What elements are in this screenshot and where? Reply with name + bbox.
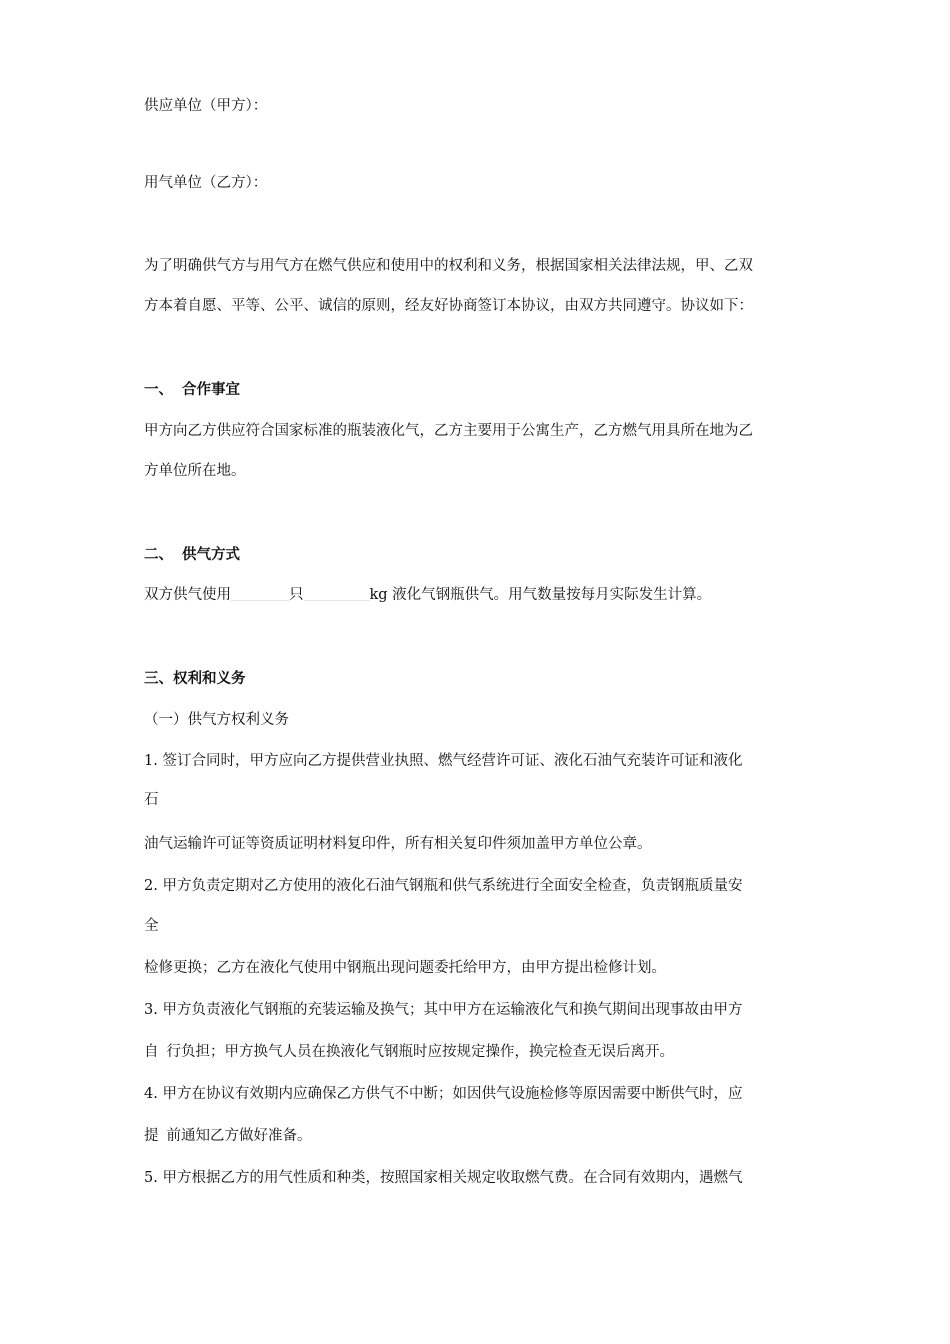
section-1-heading — [144, 380, 834, 400]
section-2-text-2: 只 — [289, 587, 304, 603]
section-2-heading — [144, 545, 834, 565]
item-2-line-1: 2. 甲方负责定期对乙方使用的液化石油气钢瓶和供气系统进行全面安全检查，负责钢瓶质量安 — [144, 878, 743, 894]
item-2-line-3: 检修更换；乙方在液化气使用中钢瓶出现问题委托给甲方，由甲方提出检修计划。 — [144, 960, 666, 976]
section-2-text-3: kg 液化气钢瓶供气。用气数量按每月实际发生计算。 — [369, 587, 712, 603]
section-3-heading: 三、权利和义务 — [144, 671, 246, 687]
cylinder-count-blank[interactable] — [231, 586, 289, 601]
intro-line-2: 方本着自愿、平等、公平、诚信的原则，经友好协商签订本协议，由双方共同遵守。协议如下： — [144, 298, 753, 314]
item-5-line-1: 5. 甲方根据乙方的用气性质和种类，按照国家相关规定收取燃气费。在合同有效期内，遇燃气 — [144, 1170, 743, 1186]
section-1-title: 合作事宜 — [182, 382, 240, 398]
section-2-line — [144, 585, 834, 605]
subsection-1-heading: （一）供气方权利义务 — [144, 712, 289, 728]
item-4-line-2 — [144, 1126, 834, 1146]
item-4-line-2-rest: 前通知乙方做好准备。 — [166, 1128, 312, 1144]
section-1-line-1: 甲方向乙方供应符合国家标准的瓶装液化气，乙方主要用于公寓生产，乙方燃气用具所在地为乙 — [144, 423, 753, 439]
section-2-text-1: 双方供气使用 — [144, 587, 231, 603]
item-3-line-2 — [144, 1042, 834, 1062]
section-1-number: 一、 — [144, 382, 173, 398]
user-label: 用气单位（乙方）： — [144, 175, 268, 191]
item-1-line-1: 1. 签订合同时，甲方应向乙方提供营业执照、燃气经营许可证、液化石油气充装许可证和液化 — [144, 753, 743, 769]
item-4-line-2-start: 提 — [144, 1128, 159, 1144]
cylinder-size-blank[interactable] — [304, 586, 370, 601]
supplier-label: 供应单位（甲方）： — [144, 98, 268, 114]
section-2-number: 二、 — [144, 547, 173, 563]
item-3-line-1: 3. 甲方负责液化气钢瓶的充装运输及换气；其中甲方在运输液化气和换气期间出现事故由甲方 — [144, 1002, 743, 1018]
section-1-line-2: 方单位所在地。 — [144, 463, 246, 479]
item-1-line-2: 石 — [144, 792, 159, 808]
item-3-line-2-start: 自 — [144, 1044, 159, 1060]
item-4-line-1: 4. 甲方在协议有效期内应确保乙方供气不中断；如因供气设施检修等原因需要中断供气时，应 — [144, 1086, 743, 1102]
section-2-title: 供气方式 — [182, 547, 240, 563]
item-3-line-2-rest: 行负担；甲方换气人员在换液化气钢瓶时应按规定操作，换完检查无误后离开。 — [166, 1044, 674, 1060]
item-1-line-3: 油气运输许可证等资质证明材料复印件，所有相关复印件须加盖甲方单位公章。 — [144, 836, 652, 852]
intro-line-1: 为了明确供气方与用气方在燃气供应和使用中的权利和义务，根据国家相关法律法规，甲、乙双 — [144, 258, 753, 274]
item-2-line-2: 全 — [144, 918, 159, 934]
